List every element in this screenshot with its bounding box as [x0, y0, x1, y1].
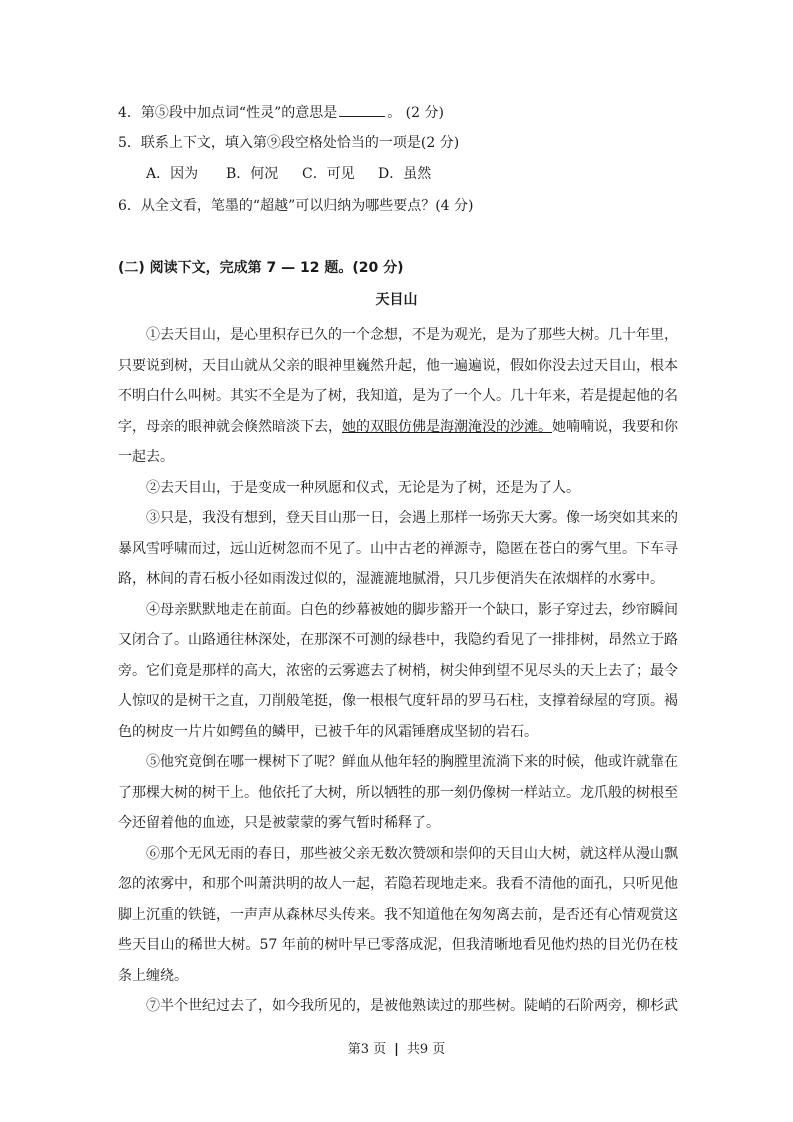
footer-separator: | [394, 1042, 399, 1057]
article-body [118, 320, 678, 1022]
answer-blank [339, 102, 385, 117]
section-heading: (二) 阅读下文，完成第 7 — 12 题。(20 分) [118, 260, 404, 276]
page-footer [0, 1041, 793, 1059]
option-d: D．虽然 [378, 166, 432, 182]
question-5: 5．联系上下文，填入第⑨段空格处恰当的一项是(2 分) [118, 135, 460, 151]
option-a: A．因为 [146, 166, 199, 182]
total-pages: 共9 页 [406, 1042, 446, 1057]
question-4: 4．第⑤段中加点词“性灵”的意思是 。 (2 分) [118, 102, 444, 123]
option-c: C．可见 [302, 166, 355, 182]
question-5-options [146, 164, 431, 184]
question-6: 6．从全文看，笔墨的“超越”可以归纳为哪些要点？(4 分) [118, 198, 474, 214]
paragraph-5: ⑤他究竟倒在哪一棵树下了呢？鲜血从他年轻的胸膛里流淌下来的时候，他或许就靠在了那棵大树的树干上。他依托了大树，所以牺牲的那一刻仍像树一样站立。龙爪般的树根至今还留着他的血迹，只是被蒙蒙的雾气暂时稀释了。 [118, 754, 678, 831]
paragraph-4: ④母亲默默地走在前面。白色的纱幕被她的脚步豁开一个缺口，影子穿过去，纱帘瞬间又闭合了。山路通往林深处，在那深不可测的绿巷中，我隐约看见了一排排树，昂然立于路旁。它们竟是那样的高大，浓密的云雾遮去了树梢，树尖伸到望不见尽头的天上去了；最令人惊叹的是树干之直，刀削般笔挺，像一根根气度轩昂的罗马石柱，支撑着绿屋的穹顶。褐色的树皮一片片如鳄鱼的鳞甲，已被千年的风霜锤磨成坚韧的岩石。 [118, 601, 678, 740]
paragraph-3: ③只是，我没有想到，登天目山那一日，会遇上那样一场弥天大雾。像一场突如其来的暴风雪呼啸而过，远山近树忽而不见了。山中古老的禅源寺，隐匿在苍白的雾气里。下车寻路，林间的青石板小径如雨泼过似的，湿漉漉地腻滑，只几步便消失在浓烟样的水雾中。 [118, 510, 678, 587]
paragraph-1: ①去天目山，是心里积存已久的一个念想，不是为观光，是为了那些大树。几十年里，只要说到树，天目山就从父亲的眼神里巍然升起，他一遍遍说，假如你没去过天目山，根本不明白什么叫树。其实不全是为了树，我知道，是为了一个人。几十年来，若是提起他的名字，母亲的眼神就会倏然暗淡下去，她的双眼仿佛是海潮淹没的沙滩。她喃喃说，我要和你一起去。 [118, 327, 678, 465]
paragraph-2: ②去天目山，于是变成一种夙愿和仪式，无论是为了树，还是为了人。 [146, 479, 580, 496]
option-b: B．何况 [226, 166, 279, 182]
paragraph-6: ⑥那个无风无雨的春日，那些被父亲无数次赞颂和崇仰的天目山大树，就这样从漫山飘忽的浓雾中，和那个叫萧洪明的故人一起，若隐若现地走来。我看不清他的面孔，只听见他脚上沉重的铁链，一声声从森林尽头传来。我不知道他在匆匆离去前，是否还有心情观赏这些天目山的稀世大树。57 年前的树叶早已零落成泥，但我清晰地看见他灼热的目光仍在枝条上缠绕。 [118, 845, 678, 984]
underlined-sentence: 她的双眼仿佛是海潮淹没的沙滩。 [342, 418, 552, 435]
page-number: 第3 页 [347, 1042, 387, 1057]
paragraph-7: ⑦半个世纪过去了，如今我所见的，是被他熟读过的那些树。陡峭的石阶两旁，柳杉武 [146, 998, 678, 1014]
article-title: 天目山 [375, 292, 418, 308]
